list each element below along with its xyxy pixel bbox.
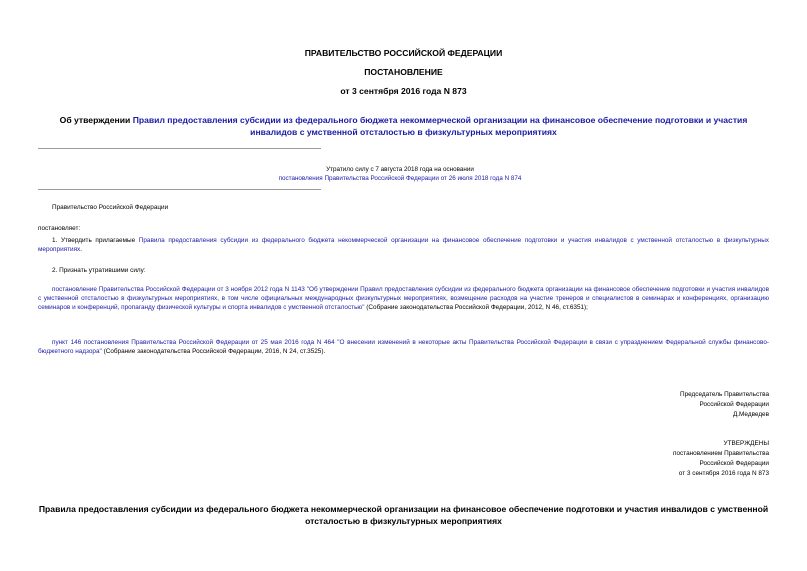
repeal-2-source: (Собрание законодательства Российской Федерации, 2016, N 24, ст.3525). [101,348,326,355]
repeal-1-link[interactable]: постановление Правительства Российской Федерации от 3 ноября 2012 года N 1143 "Об утверждении Правил предоставления субсидии из федерального бюджета организации на финансовое обеспечение подготовки и участия инвалидов с умственной отсталостью в физкультурных мероприятиях, в том числе официальных международных физкультурных мероприятиях, возмещение расходов на участие тренеров и специалистов в семинарах и конференциях, организацию семинаров и конференций, пропаганду физической культуры и спорта инвалидов с умственной отсталостью" [38,286,769,311]
title-rules-link[interactable]: Правил предоставления субсидии из федерального бюджета некоммерческой организации на финансовое обеспечение подготовки и участия инвалидов с умственной отсталостью в физкультурных мероприятиях [132,115,748,137]
item-1 [38,236,769,254]
document-title [38,114,769,138]
status-text: Утратило силу с 7 августа 2018 года на основании [326,166,474,173]
approval-line-3: Российской Федерации [699,460,769,467]
status-link[interactable]: постановления Правительства Российской Федерации от 26 июля 2018 года N 874 [278,175,522,182]
repeal-2-link[interactable]: пункт 146 постановления Правительства Российской Федерации от 25 мая 2016 года N 464 "О внесении изменений в некоторые акты Правительства Российской Федерации в связи с упразднением Федеральной службы финансово-бюджетного надзора" [38,339,769,355]
repeal-item-2 [38,338,769,356]
rules-title: Правила предоставления субсидии из федерального бюджета некоммерческой организации на финансовое обеспечение подготовки и участия инвалидов с умственной отсталостью в физкультурных мероприятиях [38,504,769,526]
approval-line-4: от 3 сентября 2016 года N 873 [678,470,769,477]
item-1-prefix: 1. Утвердить прилагаемые [52,237,139,244]
signature-name: Д.Медведев [732,411,769,418]
approval-heading: УТВЕРЖДЕНЫ [723,440,769,447]
signature-block [680,390,769,420]
approval-line-2: постановлением Правительства [673,450,769,457]
government-line: Правительство Российской Федерации [52,204,169,211]
item-1-rules-link[interactable]: Правила предоставления субсидии из федерального бюджета некоммерческой организации на финансовое обеспечение подготовки и участия инвалидов с умственной отсталостью в физкультурных мероприятиях [38,237,769,253]
signature-country: Российской Федерации [699,401,769,408]
approval-block [673,439,769,479]
signature-position: Председатель Правительства [680,391,769,398]
divider-top [38,148,321,149]
repeal-1-source: (Собрание законодательства Российской Федерации, 2012, N 46, ст.6351); [364,304,588,311]
repeal-item-1 [38,285,769,312]
item-2: 2. Признать утратившими силу: [52,267,146,274]
item-1-suffix: . [80,246,83,253]
government-heading: ПРАВИТЕЛЬСТВО РОССИЙСКОЙ ФЕДЕРАЦИИ [304,48,503,58]
title-prefix: Об утверждении [59,115,133,125]
divider-bottom [38,189,321,190]
document-type: ПОСТАНОВЛЕНИЕ [364,67,443,77]
decree-word: постановляет: [38,225,81,232]
document-date-number: от 3 сентября 2016 года N 873 [340,86,467,96]
status-note [250,165,550,183]
